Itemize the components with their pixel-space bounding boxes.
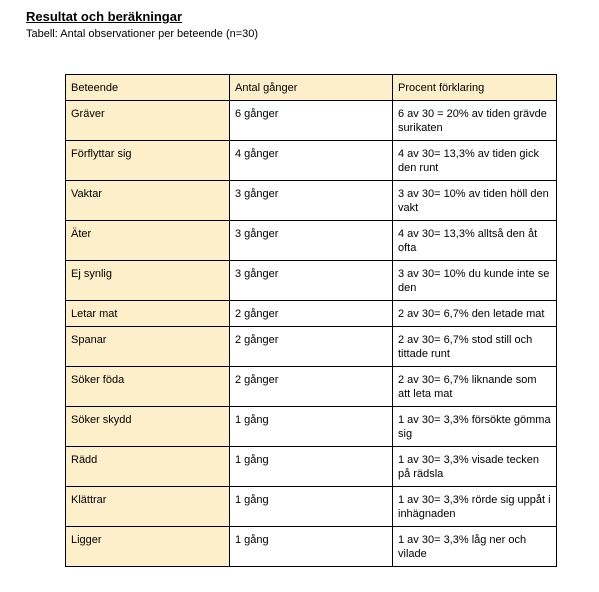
table-row [66, 221, 557, 261]
behavior-cell: Ej synlig [66, 261, 230, 301]
percent-explanation-cell: 6 av 30 = 20% av tiden grävde surikaten [393, 101, 557, 141]
count-cell: 3 gånger [230, 181, 393, 221]
behavior-cell: Klättrar [66, 487, 230, 527]
header-behavior: Beteende [66, 75, 230, 101]
table-row [66, 181, 557, 221]
percent-explanation-cell: 4 av 30= 13,3% alltså den åt ofta [393, 221, 557, 261]
percent-explanation-cell: 2 av 30= 6,7% liknande som att leta mat [393, 367, 557, 407]
count-cell: 2 gånger [230, 367, 393, 407]
behavior-cell: Vaktar [66, 181, 230, 221]
table-row [66, 301, 557, 327]
behavior-cell: Äter [66, 221, 230, 261]
behavior-cell: Gräver [66, 101, 230, 141]
count-cell: 1 gång [230, 447, 393, 487]
table-row [66, 487, 557, 527]
table-row [66, 407, 557, 447]
count-cell: 2 gånger [230, 327, 393, 367]
behavior-cell: Ligger [66, 527, 230, 567]
table-row [66, 327, 557, 367]
table-caption: Tabell: Antal observationer per beteende (n=30) [26, 28, 259, 40]
count-cell: 4 gånger [230, 141, 393, 181]
percent-explanation-cell: 1 av 30= 3,3% låg ner och vilade [393, 527, 557, 567]
page-title: Resultat och beräkningar [26, 9, 183, 24]
table-row [66, 447, 557, 487]
header-count: Antal gånger [230, 75, 393, 101]
behavior-cell: Spanar [66, 327, 230, 367]
percent-explanation-cell: 2 av 30= 6,7% den letade mat [393, 301, 557, 327]
observations-table [65, 74, 557, 567]
percent-explanation-cell: 3 av 30= 10% av tiden höll den vakt [393, 181, 557, 221]
header-percent-explanation: Procent förklaring [393, 75, 557, 101]
behavior-cell: Letar mat [66, 301, 230, 327]
count-cell: 2 gånger [230, 301, 393, 327]
behavior-cell: Söker föda [66, 367, 230, 407]
percent-explanation-cell: 1 av 30= 3,3% rörde sig uppåt i inhägnaden [393, 487, 557, 527]
table-row [66, 527, 557, 567]
percent-explanation-cell: 1 av 30= 3,3% försökte gömma sig [393, 407, 557, 447]
behavior-cell: Rädd [66, 447, 230, 487]
count-cell: 1 gång [230, 487, 393, 527]
count-cell: 6 gånger [230, 101, 393, 141]
percent-explanation-cell: 2 av 30= 6,7% stod still och tittade runt [393, 327, 557, 367]
count-cell: 3 gånger [230, 261, 393, 301]
table-row [66, 261, 557, 301]
count-cell: 1 gång [230, 527, 393, 567]
percent-explanation-cell: 3 av 30= 10% du kunde inte se den [393, 261, 557, 301]
percent-explanation-cell: 1 av 30= 3,3% visade tecken på rädsla [393, 447, 557, 487]
table-row [66, 141, 557, 181]
table-header-row [66, 75, 557, 101]
count-cell: 1 gång [230, 407, 393, 447]
behavior-cell: Söker skydd [66, 407, 230, 447]
table-row [66, 101, 557, 141]
percent-explanation-cell: 4 av 30= 13,3% av tiden gick den runt [393, 141, 557, 181]
table-row [66, 367, 557, 407]
count-cell: 3 gånger [230, 221, 393, 261]
behavior-cell: Förflyttar sig [66, 141, 230, 181]
